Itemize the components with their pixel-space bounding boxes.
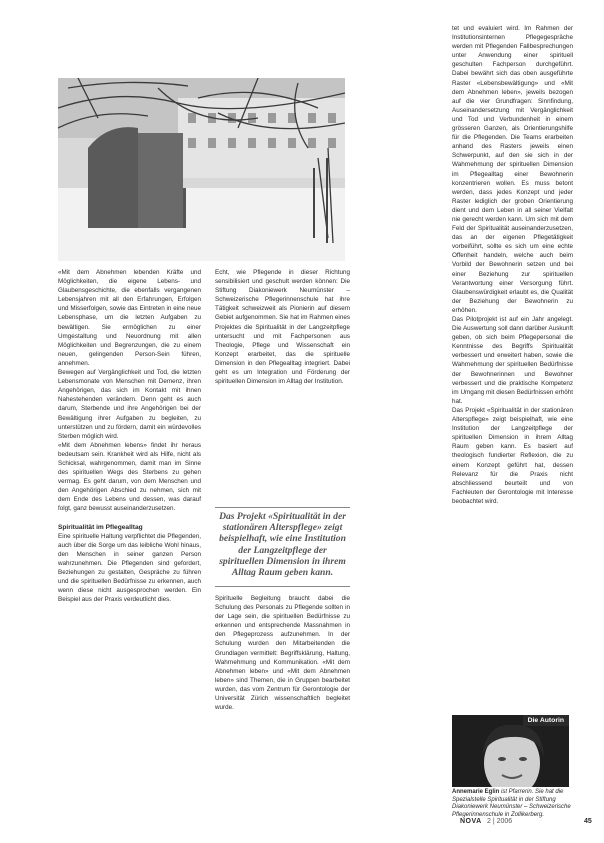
- body-paragraph: Eine spirituelle Haltung verpflichtet die Pflegenden, auch über die Sorge um das leibliche Wohl hinaus, den Menschen in seiner ganzen Person wahrzunehmen. Die Pflegenden sind gefordert, Beziehungen zu gestalten, Gespräche zu führen und die spirituellen Bedürfnisse zu erkennen, auch wenn diese nicht ausgesprochen werden. Ein Beispiel aus der Praxis verdeutlicht dies.: [58, 532, 201, 604]
- author-name: Annemarie Eglin: [452, 789, 500, 795]
- body-paragraph: tet und evaluiert wird. Im Rahmen der Institutionsinternen Pflegegespräche werden mit Pflegenden Fallbesprechungen unter Anwendung einer spirituell geschulten Fachperson durchgeführt. Dabei bewährt sich das oben ausgeführte Raster «Lebensbewältigung» und «Mit dem Abnehmen leben», jeweils bezogen auf die vier Grundfragen: Sinnfindung, Auseinandersetzung mit Vergänglichkeit und Tod und Verbundenheit in einem grösseren Ganzen, als Orientierungshilfe für die Pflegenden. Die Teams erarbeiten anhand des Rasters jeweils einen Schwerpunkt, auf den sie sich in der Wahrnehmung der spirituellen Dimension im Pflegealltag einer Bewohnerin konzentrieren wollen. Es muss betont werden, dass jedes Konzept und jeder Raster lediglich der groben Orientierung dient und dem Leben in all seiner Vielfalt nie gerecht werden kann. Um sich mit dem Feld der Spiritualität auseinanderzusetzen, das an der eigenen Pflegetätigkeit vorbeiführt, sollte es sich um eine echte Offenheit handeln, welche auch beim Vorbild der Bewohnerin setzen und bei einer Beziehung zur spirituellen Verantwortung einer Versorgung führt. Glaubenswürdigkeit erlaubt es, die Qualität der Beziehung der Bewohnerin zu erhöhen.: [452, 25, 573, 314]
- author-bio: [452, 789, 573, 819]
- issue-number: 2 | 2006: [487, 818, 513, 825]
- page-number: 45: [584, 818, 592, 825]
- body-paragraph: «Mit dem Abnehmen lebenden Kräfte und Möglichkeiten, die eigene Lebens- und Glaubensgeschichte, die ebenfalls vergangenen Lebensjahren mit all den Erfahrungen, Erfolgen und Misserfolgen, sowie das Eintreten in eine neue Lebensphase, um die letzten Aufgaben zu bewältigen. Sie ermöglichen zu einer Umgestaltung und Neuordnung mit allen Möglichkeiten und Begrenzungen, die zu einem neuen, gelingenden Person-Sein führen, annehmen.: [58, 269, 201, 367]
- body-paragraph: Bewegen auf Vergänglichkeit und Tod, die letzten Lebensmonate von Menschen mit Demenz, ihren Angehörigen, das sich im Kontakt mit ihnen Nahestehenden verändern. Denn geht es auch darum, Sterbende und ihre Angehörigen bei der Bewältigung ihrer Aufgaben zu begleiten, zu unterstützen und zu fördern, damit ein würdevolles Sterben möglich wird.: [58, 369, 201, 440]
- body-paragraph: «Mit dem Abnehmen lebens» findet ihr heraus bedeutsam sein. Krankheit wird als Hilfe, nicht als Schicksal, wahrgenommen, damit man im Sinne des spirituellen Wegs des Sterbens zu gehen vermag. Es geht darum, von dem Menschen und den Angehörigen Abschied zu nehmen, sich mit dem Ende des Lebens und dessen, was darauf folgt, ganz bewusst auseinanderzusetzen.: [58, 441, 201, 513]
- column-1: [58, 268, 201, 604]
- magazine-name: NOVA: [460, 818, 482, 825]
- author-description: ist Pfarrerin. Sie hat die Spezialstelle Spiritualität in der Stiftung Diakoniewerk Neumünster – Schweizerische Pflegerinnenschule in Zollikerberg.: [452, 789, 571, 818]
- pull-quote: Das Projekt «Spiritualität in der stationären Alterspflege» zeigt beispielhaft, wie eine Institution der Langzeitpflege der spirituellen Dimension in ihrem Alltag Raum geben kann.: [215, 507, 350, 587]
- body-paragraph: Spirituelle Begleitung braucht dabei die Schulung des Personals zu Pflegende sollten in der Lage sein, die spirituellen Bedürfnisse zu erkennen und entsprechende Massnahmen in den Pflegeprozess aufzunehmen. In der Schulung wurden den Mitarbeitenden die Grundlagen vermittelt: Begriffsklärung, Haltung, Wahrnehmung und Kommunikation. «Mit dem Abnehmen leben» und «Mit dem Abnehmen leben» sind Themen, die in Gruppen bearbeitet wurden, das vom Zentrum für Gerontologie der Universität Zürich wissenschaftlich begleitet wurde.: [215, 595, 350, 712]
- column-2-lower: [215, 594, 350, 712]
- section-heading: Spiritualität im Pflegealltag: [58, 523, 143, 531]
- body-paragraph: Das Projekt «Spiritualität in der stationären Alterspflege» zeigt beispielhaft, wie eine Institution der Langzeitpflege der spirituellen Dimension in ihrem Alltag Raum geben kann. Es basiert auf theologisch fundierter Reflexion, die zu einem Konzept geführt hat, dessen Relevanz für die Praxis nicht abschliessend beurteilt und von Fachleuten der Gerontologie mit Interesse beobachtet wird.: [452, 406, 573, 505]
- body-paragraph: Echt, wie Pflegende in dieser Richtung sensibilisiert und geschult werden können: Die Stiftung Diakoniewerk Neumünster – Schweizerische Pflegerinnenschule hat ihre Tätigkeit schweizweit als Pionierin auf diesem Gebiet aufgenommen. Sie hat im Rahmen eines Projektes die Spiritualität in der Langzeitpflege untersucht und mit Fachpersonen aus Theologie, Pflege und Wissenschaft ein Konzept erarbeitet, das die spirituelle Dimension in den Pflegealltag integriert. Dabei geht es um Integration und Förderung der spirituellen Dimension im Alltag der Institution.: [215, 269, 350, 386]
- author-portrait: [452, 715, 569, 787]
- winter-photo: [58, 78, 345, 261]
- column-2: [215, 268, 350, 386]
- author-tag: Die Autorin: [523, 715, 569, 726]
- body-paragraph: Das Pilotprojekt ist auf ein Jahr angelegt. Die Auswertung soll dann darüber Auskunft geben, ob sich beim Pflegepersonal die Kenntnisse des Begriffs Spiritualität verbessert und erweitert haben, sowie die Wahrnehmung der spirituellen Bedürfnisse der Bewohnerinnen und Bewohner verbessert und die praktische Kompetenz im Umgang mit diesen Bedürfnissen erhöht hat.: [452, 316, 573, 405]
- column-3: [452, 24, 573, 506]
